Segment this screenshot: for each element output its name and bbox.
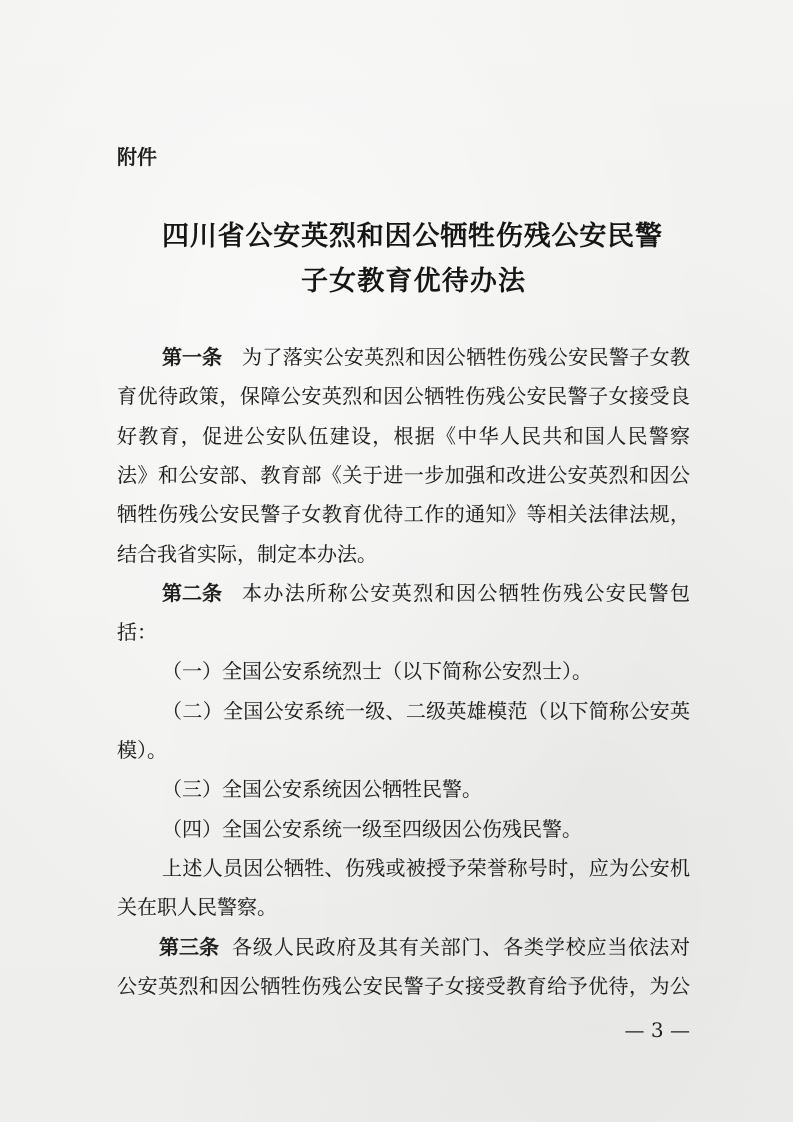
- article-1-line: 好教育，促进公安队伍建设，根据《中华人民共和国人民警察: [117, 424, 690, 448]
- article-2-list-item: （一）全国公安系统烈士（以下简称公安烈士）。: [162, 659, 592, 683]
- document-title-line-1: 四川省公安英烈和因公牺牲伤残公安民警: [162, 221, 662, 252]
- page-number: — 3 —: [624, 1018, 690, 1042]
- article-2-list-item: （三）全国公安系统因公牺牲民警。: [162, 777, 482, 801]
- article-2-list-item: （四）全国公安系统一级至四级因公伤残民警。: [162, 817, 582, 841]
- article-2-label: 第二条: [162, 581, 222, 605]
- article-2-note-line: 关在职人民警察。: [117, 895, 277, 919]
- attachment-label: 附件: [117, 145, 157, 169]
- article-1-line: 牺牲伤残公安民警子女教育优待工作的通知》等相关法律法规，: [117, 502, 690, 526]
- article-2-line: 括：: [117, 620, 157, 644]
- document-title-line-2: 子女教育优待办法: [301, 266, 525, 297]
- article-1-line: 育优待政策，保障公安英烈和因公牺牲伤残公安民警子女接受良: [117, 384, 690, 408]
- article-2-note-line: 上述人员因公牺牲、伤残或被授予荣誉称号时，应为公安机: [162, 856, 690, 880]
- article-2-list-item: （二）全国公安系统一级、二级英雄模范（以下简称公安英: [162, 699, 690, 723]
- article-1-line: 法》和公安部、教育部《关于进一步加强和改进公安英烈和因公: [117, 463, 690, 487]
- article-2-list-item-continued: 模）。: [117, 738, 167, 762]
- article-1-line: 为了落实公安英烈和因公牺牲伤残公安民警子女教: [242, 345, 690, 369]
- article-2-line: 本办法所称公安英烈和因公牺牲伤残公安民警包: [242, 581, 690, 605]
- article-1-line: 结合我省实际，制定本办法。: [117, 542, 377, 566]
- article-3-line: 各级人民政府及其有关部门、各类学校应当依法对: [232, 935, 690, 959]
- article-1-label: 第一条: [162, 345, 222, 369]
- article-3-label: 第三条: [159, 935, 219, 959]
- article-3-line: 公安英烈和因公牺牲伤残公安民警子女接受教育给予优待，为公: [117, 974, 690, 998]
